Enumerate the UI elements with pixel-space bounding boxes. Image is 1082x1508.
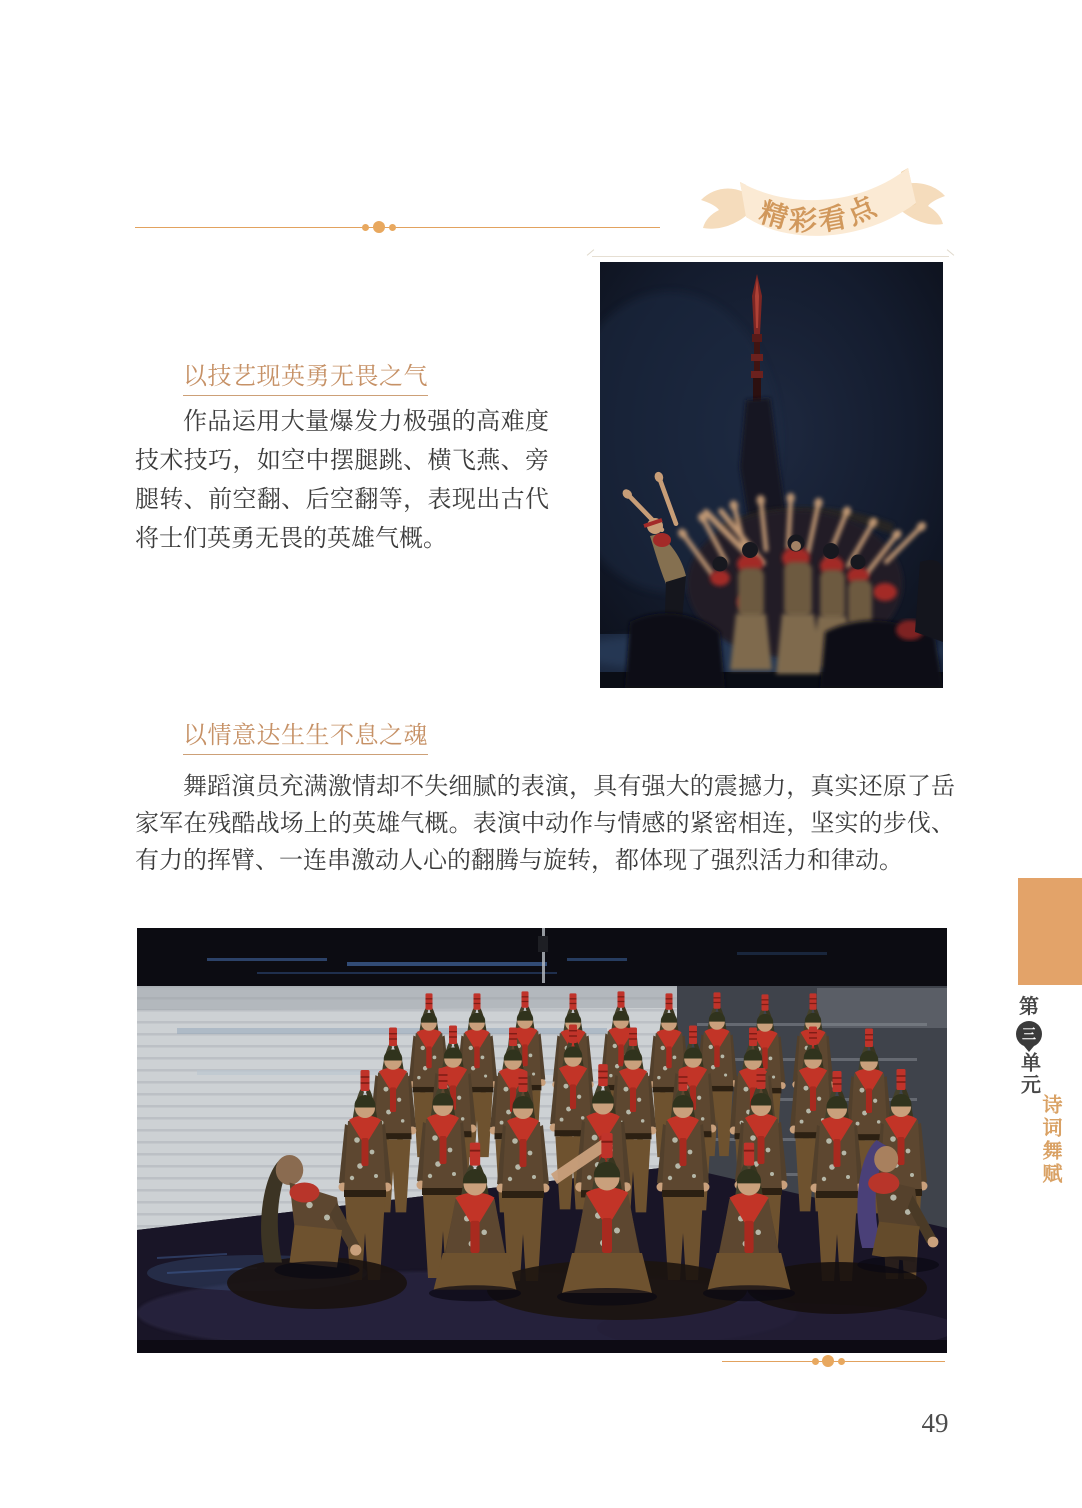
photo-frame-tick-right (947, 249, 955, 256)
bottom-divider-dot-small-right (838, 1358, 845, 1365)
section-body: 作品运用大量爆发力极强的高难度技术技巧，如空中摆腿跳、横飞燕、旁腿转、前空翻、后空翻等，表现出古代将士们英勇无畏的英雄气概。 (135, 409, 549, 552)
unit-suffix-label: 单元 (1017, 1052, 1040, 1096)
photo-frame-tick-left (587, 249, 595, 256)
photo-frame-line (592, 256, 949, 257)
section-body: 舞蹈演员充满激情却不失细腻的表演，具有强大的震撼力，真实还原了岳家军在残酷战场上的英雄气概。表演中动作与情感的紧密相连，坚实的步伐、有力的挥臂、一连串激动人心的翻腾与旋转，都体现了强烈活力和律动。 (135, 774, 955, 874)
unit-number-label: 三 (1022, 1028, 1036, 1043)
unit-tab (1014, 996, 1044, 1096)
section-heading: 以技艺现英勇无畏之气 (183, 362, 428, 396)
sidebar-color-block (1018, 878, 1082, 985)
top-divider-dot-large (373, 221, 385, 233)
badge-tail (1024, 1046, 1034, 1052)
top-divider-dot-small-left (362, 224, 369, 231)
bottom-divider-dot-large (822, 1355, 834, 1367)
top-divider-dot-small-right (389, 224, 396, 231)
banner-label: 精彩看点 (755, 188, 885, 239)
section-heading: 以情意达生生不息之魂 (183, 721, 428, 755)
ribbon-left-tail (701, 189, 747, 229)
unit-title-label: 诗词舞赋 (1039, 1094, 1061, 1186)
highlight-ribbon-banner (692, 156, 954, 248)
unit-number-badge (1016, 1021, 1042, 1047)
unit-prefix-label: 第 (1019, 996, 1039, 1018)
photo-spear-formation (600, 262, 943, 688)
bottom-divider-dot-small-left (812, 1358, 819, 1365)
page-number: 49 (921, 1408, 949, 1438)
top-divider-line (135, 227, 660, 228)
photo-group-dance (137, 928, 947, 1353)
